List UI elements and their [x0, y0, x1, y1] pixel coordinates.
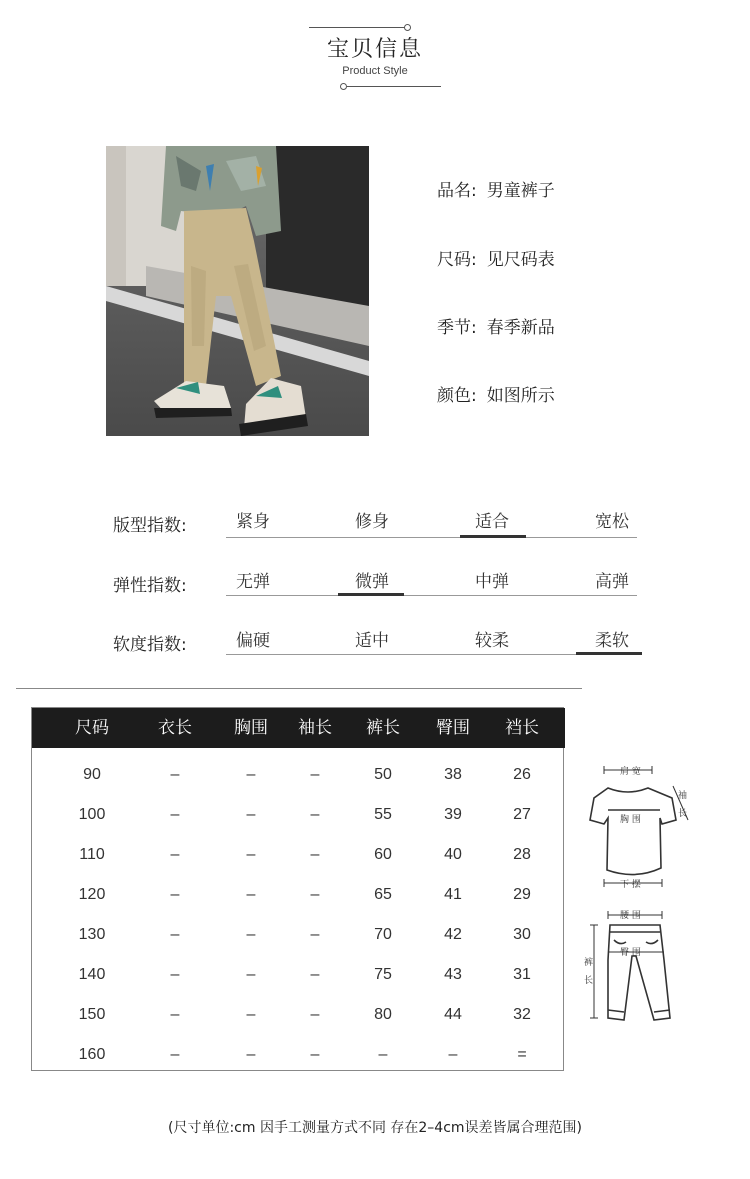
index-option: 无弹 — [236, 572, 270, 592]
waist-label: 腰 围 — [620, 911, 641, 921]
info-key: 尺码: — [437, 250, 477, 270]
info-value: 如图所示 — [486, 386, 555, 406]
pants-length-label-2: 长 — [584, 976, 594, 986]
table-cell: 43 — [444, 966, 462, 983]
table-cell: – — [378, 1046, 388, 1063]
index-option: 偏硬 — [236, 631, 270, 651]
table-cell: = — [517, 1046, 527, 1063]
index-label: 版型指数: — [113, 516, 187, 536]
table-cell: – — [246, 1046, 256, 1063]
sleeve-length-label-2: 长 — [678, 809, 688, 819]
table-cell: – — [310, 926, 320, 943]
table-cell: 39 — [444, 806, 462, 823]
table-cell: 30 — [513, 926, 531, 943]
product-photo-illustration — [106, 146, 369, 436]
table-cell: 27 — [513, 806, 531, 823]
header-bottom-line — [347, 86, 441, 87]
index-option: 中弹 — [475, 572, 509, 592]
table-cell: – — [448, 1046, 458, 1063]
index-option: 较柔 — [475, 631, 509, 651]
table-cell: – — [246, 886, 256, 903]
table-cell: – — [310, 766, 320, 783]
header-bottom-dot — [340, 83, 347, 90]
header-cell: 尺码 — [75, 718, 109, 738]
info-key: 颜色: — [437, 386, 477, 406]
measurement-diagram — [580, 760, 700, 1030]
header-cell: 裆长 — [505, 718, 539, 738]
size-cell: 130 — [78, 926, 106, 943]
table-cell: 40 — [444, 846, 462, 863]
header-cell: 衣长 — [158, 718, 192, 738]
table-cell: 75 — [374, 966, 392, 983]
table-cell: – — [246, 846, 256, 863]
table-cell: – — [170, 1046, 180, 1063]
size-cell: 110 — [79, 846, 105, 863]
size-cell: 120 — [78, 886, 106, 903]
info-value: 见尺码表 — [486, 250, 555, 270]
header-cell: 裤长 — [366, 718, 400, 738]
index-option: 紧身 — [236, 512, 270, 532]
measurement-note: (尺寸单位:cm 因手工测量方式不同 存在2–4cm误差皆属合理范围) — [167, 1120, 583, 1136]
size-cell: 150 — [78, 1006, 106, 1023]
table-cell: – — [310, 1046, 320, 1063]
info-value: 春季新品 — [486, 318, 555, 338]
shoulder-width-label: 肩 宽 — [620, 767, 641, 777]
table-cell: – — [170, 806, 180, 823]
table-cell: – — [170, 886, 180, 903]
table-cell: 44 — [444, 1006, 462, 1023]
index-option-selected: 微弹 — [355, 572, 389, 592]
info-color — [437, 381, 555, 406]
size-cell: 160 — [78, 1046, 106, 1063]
sleeve-length-label-1: 袖 — [678, 791, 688, 801]
header-cell: 胸围 — [234, 718, 268, 738]
section-divider — [16, 688, 582, 689]
info-name — [437, 176, 555, 201]
header-cell: 袖长 — [298, 718, 332, 738]
table-cell: 41 — [444, 886, 462, 903]
index-label: 弹性指数: — [113, 576, 187, 596]
info-key: 品名: — [437, 181, 477, 201]
index-selected-bar — [338, 593, 404, 596]
index-option: 适中 — [355, 631, 389, 651]
header-cell: 臀围 — [436, 718, 470, 738]
table-cell: 29 — [513, 886, 531, 903]
table-cell: – — [310, 886, 320, 903]
hem-label: 下 摆 — [620, 880, 641, 890]
table-cell: – — [310, 806, 320, 823]
info-season — [437, 313, 555, 338]
chest-label: 胸 围 — [620, 815, 641, 825]
table-cell: – — [310, 1006, 320, 1023]
pants-length-label-1: 裤 — [584, 958, 594, 968]
table-cell: 26 — [513, 766, 531, 783]
index-option: 宽松 — [595, 512, 629, 532]
table-cell: 32 — [513, 1006, 531, 1023]
product-photo — [106, 146, 369, 436]
header-top-line — [309, 27, 405, 28]
size-table — [31, 707, 564, 1071]
index-option-selected: 适合 — [475, 512, 509, 532]
table-cell: – — [246, 806, 256, 823]
table-cell: 42 — [444, 926, 462, 943]
table-cell: 38 — [444, 766, 462, 783]
table-cell: 50 — [374, 766, 392, 783]
table-cell: 70 — [374, 926, 392, 943]
table-cell: 65 — [374, 886, 392, 903]
index-label: 软度指数: — [113, 635, 187, 655]
index-selected-bar — [576, 652, 642, 655]
table-cell: 60 — [374, 846, 392, 863]
index-option: 高弹 — [595, 572, 629, 592]
info-key: 季节: — [437, 318, 477, 338]
table-cell: 31 — [513, 966, 531, 983]
table-cell: – — [246, 926, 256, 943]
page-title: 宝贝信息 — [326, 37, 423, 62]
size-cell: 140 — [78, 966, 106, 983]
table-cell: – — [170, 1006, 180, 1023]
table-cell: 80 — [374, 1006, 392, 1023]
table-cell: – — [170, 966, 180, 983]
index-line — [226, 537, 637, 538]
page-subtitle: Product Style — [342, 65, 408, 77]
garment-diagram — [580, 760, 700, 1030]
hip-label: 臀 围 — [620, 948, 641, 958]
size-cell: 100 — [78, 806, 106, 823]
header-top-dot — [404, 24, 411, 31]
table-cell: – — [310, 846, 320, 863]
table-cell: – — [246, 966, 256, 983]
info-size — [437, 245, 555, 270]
table-cell: 28 — [513, 846, 531, 863]
size-table-header — [32, 708, 565, 748]
table-cell: – — [246, 766, 256, 783]
table-cell: – — [310, 966, 320, 983]
index-option-selected: 柔软 — [595, 631, 629, 651]
index-line — [226, 595, 637, 596]
table-cell: – — [170, 846, 180, 863]
table-cell: – — [246, 1006, 256, 1023]
index-selected-bar — [460, 535, 526, 538]
index-option: 修身 — [355, 512, 389, 532]
table-cell: 55 — [374, 806, 392, 823]
size-cell: 90 — [83, 766, 101, 783]
table-cell: – — [170, 926, 180, 943]
info-value: 男童裤子 — [486, 181, 555, 201]
table-cell: – — [170, 766, 180, 783]
